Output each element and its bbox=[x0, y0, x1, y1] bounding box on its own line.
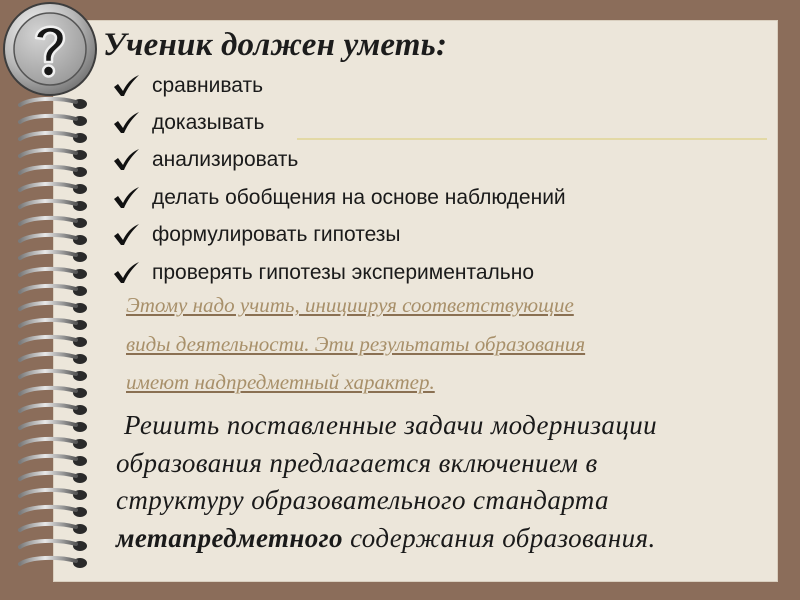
spiral-ring-icon bbox=[20, 507, 87, 517]
spiral-ring-icon bbox=[20, 235, 87, 245]
check-icon bbox=[112, 223, 140, 247]
conclusion-paragraph bbox=[116, 407, 756, 557]
spiral-ring-icon bbox=[20, 167, 87, 177]
conclusion-line-4-rest: содержания образования. bbox=[342, 522, 656, 553]
check-icon bbox=[112, 261, 140, 285]
skill-label: делать обобщения на основе наблюдений bbox=[152, 185, 566, 209]
conclusion-line-3: структуру образовательного стандарта bbox=[116, 485, 609, 515]
spiral-ring-icon bbox=[20, 201, 87, 211]
spiral-ring-icon bbox=[20, 422, 87, 432]
list-item bbox=[112, 179, 566, 216]
check-icon bbox=[112, 186, 140, 210]
conclusion-line-2: образования предлагается включением в bbox=[116, 447, 598, 478]
skill-label: формулировать гипотезы bbox=[152, 223, 401, 247]
spiral-ring-icon bbox=[20, 558, 87, 568]
check-icon bbox=[112, 74, 140, 98]
spiral-ring-icon bbox=[20, 439, 87, 449]
spiral-binding bbox=[18, 95, 90, 570]
list-item bbox=[112, 254, 566, 291]
note-line-1: Этому надо учить, инициируя соответствующие bbox=[126, 293, 574, 317]
list-item bbox=[112, 104, 566, 141]
spiral-ring-icon bbox=[20, 303, 87, 313]
spiral-ring-icon bbox=[20, 320, 87, 330]
spiral-ring-icon bbox=[20, 405, 87, 415]
skill-label: проверять гипотезы экспериментально bbox=[152, 260, 535, 284]
spiral-ring-icon bbox=[20, 133, 87, 143]
spiral-ring-icon bbox=[20, 473, 87, 483]
spiral-ring-icon bbox=[20, 541, 87, 551]
spiral-ring-icon bbox=[20, 252, 87, 262]
spiral-ring-icon bbox=[20, 490, 87, 500]
skill-label: сравнивать bbox=[152, 73, 264, 97]
spiral-ring-icon bbox=[20, 116, 87, 126]
spiral-ring-icon bbox=[20, 184, 87, 194]
list-item bbox=[112, 142, 566, 179]
help-question-icon bbox=[1, 0, 99, 98]
note-line-3: имеют надпредметный характер. bbox=[126, 370, 435, 394]
conclusion-line-4 bbox=[116, 520, 756, 558]
slide-title: Ученик должен уметь: bbox=[103, 27, 448, 63]
divider-line bbox=[297, 138, 767, 140]
spiral-ring-icon bbox=[20, 524, 87, 534]
spiral-ring-icon bbox=[20, 388, 87, 398]
spiral-ring-icon bbox=[20, 337, 87, 347]
conclusion-line-1: Решить поставленные задачи модернизации bbox=[124, 410, 658, 440]
spiral-ring-icon bbox=[20, 218, 87, 228]
spiral-ring-icon bbox=[20, 269, 87, 279]
note-line-2: виды деятельности. Эти результаты образования bbox=[126, 332, 586, 356]
spiral-ring-icon bbox=[20, 456, 87, 466]
skill-label: анализировать bbox=[152, 148, 299, 172]
conclusion-bold-term: метапредметного bbox=[116, 522, 343, 553]
spiral-ring-icon bbox=[20, 150, 87, 160]
spiral-ring-icon bbox=[20, 286, 87, 296]
check-icon bbox=[112, 148, 140, 172]
spiral-ring-icon bbox=[20, 354, 87, 364]
skills-list bbox=[112, 67, 566, 291]
skill-label: доказывать bbox=[152, 111, 265, 135]
spiral-ring-icon bbox=[20, 371, 87, 381]
spiral-ring-icon bbox=[20, 99, 87, 109]
list-item bbox=[112, 217, 566, 254]
check-icon bbox=[112, 111, 140, 135]
list-item bbox=[112, 67, 566, 104]
